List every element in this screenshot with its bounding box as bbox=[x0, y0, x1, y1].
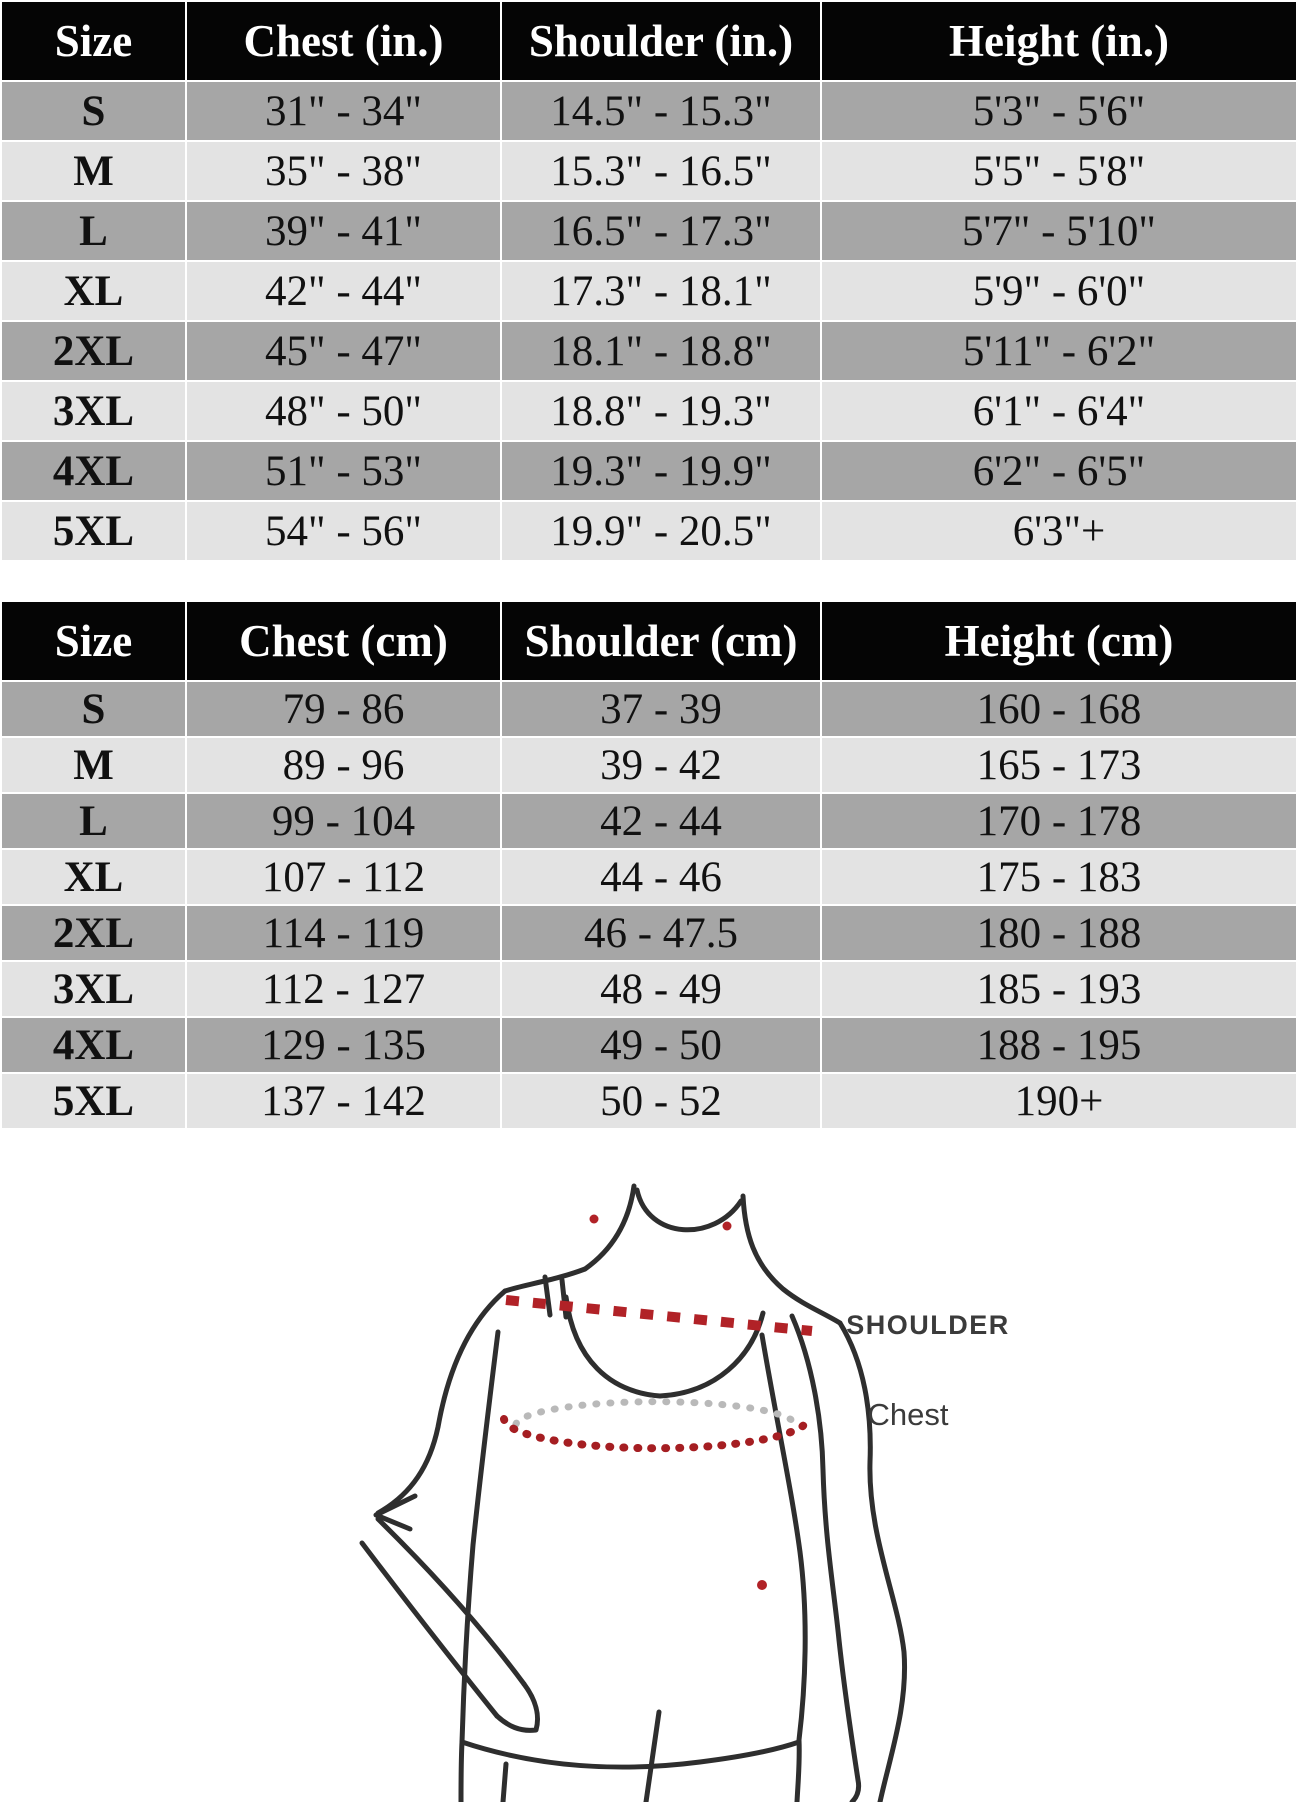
table-cell: 2XL bbox=[1, 321, 186, 381]
table-cell: 42 - 44 bbox=[501, 793, 821, 849]
table-cell: 6'1" - 6'4" bbox=[821, 381, 1297, 441]
table-cell: L bbox=[1, 201, 186, 261]
table-row bbox=[1, 681, 1297, 737]
table-cell: 185 - 193 bbox=[821, 961, 1297, 1017]
column-header: Size bbox=[1, 1, 186, 81]
red-dot-neck-left bbox=[590, 1215, 599, 1224]
table-cell: 42" - 44" bbox=[186, 261, 501, 321]
table-cell: 170 - 178 bbox=[821, 793, 1297, 849]
table-cell: 3XL bbox=[1, 961, 186, 1017]
table-cell: 4XL bbox=[1, 441, 186, 501]
header-row bbox=[1, 1, 1297, 81]
size-chart-inches bbox=[0, 0, 1298, 562]
shoulder-measure-label: SHOULDER bbox=[846, 1310, 1010, 1340]
table-cell: 49 - 50 bbox=[501, 1017, 821, 1073]
table-row bbox=[1, 737, 1297, 793]
column-header: Shoulder (cm) bbox=[501, 601, 821, 681]
column-header: Chest (cm) bbox=[186, 601, 501, 681]
table-row bbox=[1, 381, 1297, 441]
table-cell: 165 - 173 bbox=[821, 737, 1297, 793]
table-cell: S bbox=[1, 681, 186, 737]
table-cell: 5'11" - 6'2" bbox=[821, 321, 1297, 381]
table-cell: 31" - 34" bbox=[186, 81, 501, 141]
right-torso-seam bbox=[762, 1335, 805, 1802]
table-cell: XL bbox=[1, 261, 186, 321]
table-cell: 51" - 53" bbox=[186, 441, 501, 501]
table-cell: 15.3" - 16.5" bbox=[501, 141, 821, 201]
table-cell: 19.3" - 19.9" bbox=[501, 441, 821, 501]
table-cell: S bbox=[1, 81, 186, 141]
column-header: Size bbox=[1, 601, 186, 681]
table-cell: 99 - 104 bbox=[186, 793, 501, 849]
table-row bbox=[1, 961, 1297, 1017]
table-cell: 18.1" - 18.8" bbox=[501, 321, 821, 381]
table-cell: 6'2" - 6'5" bbox=[821, 441, 1297, 501]
table-cell: XL bbox=[1, 849, 186, 905]
left-hand bbox=[497, 1684, 538, 1730]
table-row bbox=[1, 441, 1297, 501]
table-row bbox=[1, 261, 1297, 321]
table-cell: 188 - 195 bbox=[821, 1017, 1297, 1073]
table-row bbox=[1, 793, 1297, 849]
table-cell: 175 - 183 bbox=[821, 849, 1297, 905]
table-cell: 37 - 39 bbox=[501, 681, 821, 737]
chest-measure-arc-back bbox=[516, 1402, 794, 1424]
hem-line bbox=[462, 1742, 799, 1767]
left-leg-tick bbox=[503, 1764, 506, 1802]
table-row bbox=[1, 501, 1297, 561]
torso-outline-drawing bbox=[362, 1186, 905, 1802]
table-cell: 4XL bbox=[1, 1017, 186, 1073]
table-cell: 18.8" - 19.3" bbox=[501, 381, 821, 441]
table-cell: 5'3" - 5'6" bbox=[821, 81, 1297, 141]
table-row bbox=[1, 905, 1297, 961]
table-cell: 5'5" - 5'8" bbox=[821, 141, 1297, 201]
table-cell: 180 - 188 bbox=[821, 905, 1297, 961]
column-header: Chest (in.) bbox=[186, 1, 501, 81]
table-row bbox=[1, 1017, 1297, 1073]
measurement-diagram bbox=[0, 1112, 1300, 1802]
table-cell: 35" - 38" bbox=[186, 141, 501, 201]
chest-measure-label: Chest bbox=[867, 1397, 949, 1432]
header-row bbox=[1, 601, 1297, 681]
red-dot-neck-right bbox=[723, 1222, 732, 1231]
table-cell: 129 - 135 bbox=[186, 1017, 501, 1073]
table-cell: 89 - 96 bbox=[186, 737, 501, 793]
column-header: Height (cm) bbox=[821, 601, 1297, 681]
table-cell: 160 - 168 bbox=[821, 681, 1297, 737]
table-cell: 190+ bbox=[821, 1073, 1297, 1129]
table-cell: 45" - 47" bbox=[186, 321, 501, 381]
table-cell: 17.3" - 18.1" bbox=[501, 261, 821, 321]
table-cell: 46 - 47.5 bbox=[501, 905, 821, 961]
hem-left-continue bbox=[461, 1742, 462, 1802]
left-outer-arm bbox=[378, 1291, 505, 1513]
table-cell: 5'7" - 5'10" bbox=[821, 201, 1297, 261]
table-cell: M bbox=[1, 141, 186, 201]
table-row bbox=[1, 849, 1297, 905]
table-cell: 3XL bbox=[1, 381, 186, 441]
table-row bbox=[1, 141, 1297, 201]
table-cell: 5XL bbox=[1, 501, 186, 561]
table-cell: 48 - 49 bbox=[501, 961, 821, 1017]
table-cell: 39 - 42 bbox=[501, 737, 821, 793]
chest-measure-arc-front bbox=[504, 1419, 806, 1448]
table-row bbox=[1, 81, 1297, 141]
table-cell: 54" - 56" bbox=[186, 501, 501, 561]
neck-left-line bbox=[585, 1186, 634, 1269]
column-header: Height (in.) bbox=[821, 1, 1297, 81]
table-cell: 44 - 46 bbox=[501, 849, 821, 905]
table-row bbox=[1, 201, 1297, 261]
column-header: Shoulder (in.) bbox=[501, 1, 821, 81]
table-cell: L bbox=[1, 793, 186, 849]
table-cell: 19.9" - 20.5" bbox=[501, 501, 821, 561]
table-cell: M bbox=[1, 737, 186, 793]
table-cell: 16.5" - 17.3" bbox=[501, 201, 821, 261]
table-cell: 48" - 50" bbox=[186, 381, 501, 441]
table-cell: 79 - 86 bbox=[186, 681, 501, 737]
table-cell: 112 - 127 bbox=[186, 961, 501, 1017]
table-cell: 6'3"+ bbox=[821, 501, 1297, 561]
inseam-line bbox=[646, 1712, 659, 1802]
table-cell: 107 - 112 bbox=[186, 849, 501, 905]
table-cell: 39" - 41" bbox=[186, 201, 501, 261]
table-cell: 2XL bbox=[1, 905, 186, 961]
size-chart-cm bbox=[0, 600, 1298, 1130]
left-strap-edge-2 bbox=[562, 1280, 566, 1317]
left-strap-edge bbox=[545, 1277, 550, 1315]
neck-right-line bbox=[743, 1196, 840, 1323]
table-cell: 5XL bbox=[1, 1073, 186, 1129]
table-row bbox=[1, 321, 1297, 381]
red-dot-waist bbox=[757, 1580, 767, 1590]
table-cell: 137 - 142 bbox=[186, 1073, 501, 1129]
table-cell: 5'9" - 6'0" bbox=[821, 261, 1297, 321]
table-cell: 114 - 119 bbox=[186, 905, 501, 961]
table-cell: 50 - 52 bbox=[501, 1073, 821, 1129]
table-cell: 14.5" - 15.3" bbox=[501, 81, 821, 141]
